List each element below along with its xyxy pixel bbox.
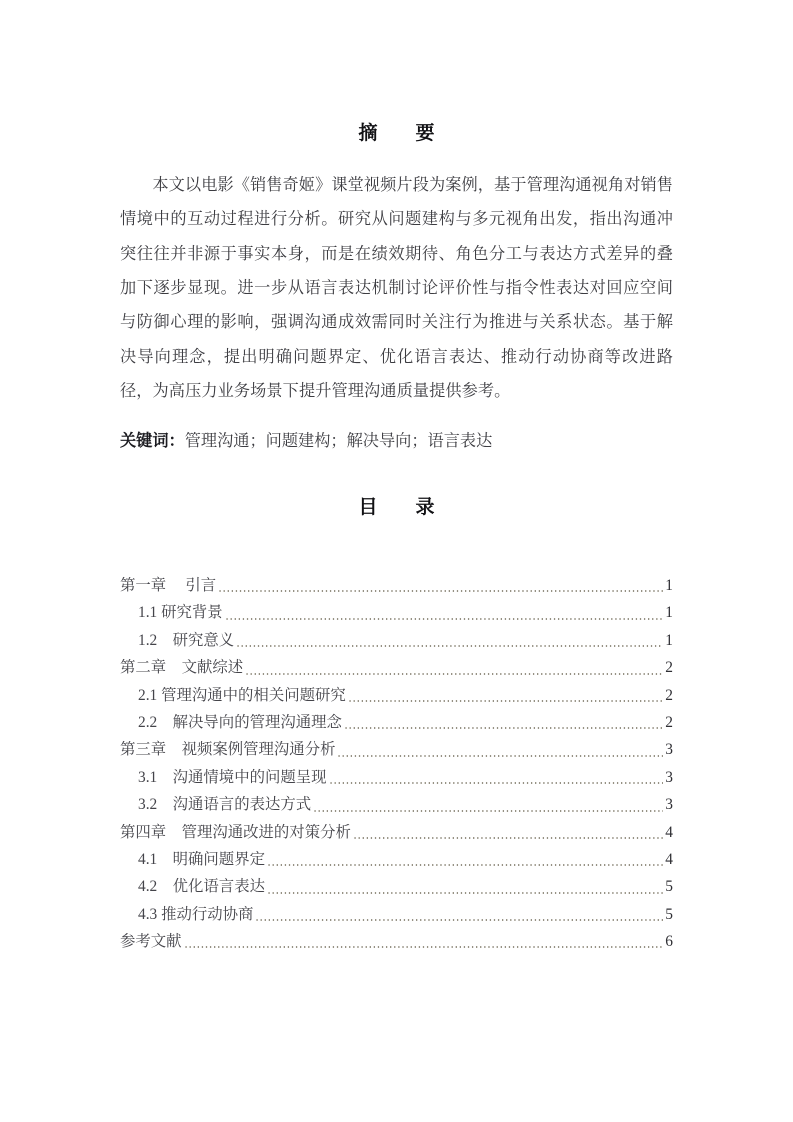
toc-entry[interactable] xyxy=(120,627,673,654)
toc-leader-dots xyxy=(225,599,663,626)
toc-entry[interactable] xyxy=(120,901,673,928)
toc-entry-page-number: 5 xyxy=(665,905,673,923)
toc-entry-page-number: 3 xyxy=(665,741,673,759)
toc-entry[interactable] xyxy=(120,764,673,791)
toc-entry-page-number: 1 xyxy=(665,576,673,594)
toc-entry-page-number: 1 xyxy=(665,604,673,622)
toc-entry[interactable] xyxy=(120,654,673,681)
toc-entry[interactable] xyxy=(120,599,673,626)
toc-entry[interactable] xyxy=(120,846,673,873)
toc-entry-label: 参考文献 xyxy=(120,933,182,951)
toc-leader-dots xyxy=(329,764,663,791)
toc-entry-label: 4.2 优化语言表达 xyxy=(138,878,265,896)
toc-leader-dots xyxy=(267,846,663,873)
toc-leader-dots xyxy=(337,736,663,763)
toc-entry[interactable] xyxy=(120,928,673,955)
toc-entry-label: 1.1 研究背景 xyxy=(138,604,223,622)
toc-leader-dots xyxy=(236,627,663,654)
toc-entry[interactable] xyxy=(120,682,673,709)
toc-entry-page-number: 6 xyxy=(665,933,673,951)
toc-entry-label: 1.2 研究意义 xyxy=(138,631,235,649)
toc-entry-page-number: 2 xyxy=(665,659,673,677)
abstract-body-text: 本文以电影《销售奇姬》课堂视频片段为案例，基于管理沟通视角对销售情境中的互动过程进行分析。研究从问题建构与多元视角出发，指出沟通冲突往往并非源于事实本身，而是在绩效期待、角色分工与表达方式差异的叠加下逐步显现。进一步从语言表达机制讨论评价性与指令性表达对回应空间与防御心理的影响，强调沟通成效需同时关注行为推进与关系状态。基于解决导向理念，提出明确问题界定、优化语言表达、推动行动协商等改进路径，为高压力业务场景下提升管理沟通质量提供参考。 xyxy=(120,176,673,400)
toc-entry-label: 第二章 文献综述 xyxy=(120,659,244,677)
toc-leader-dots xyxy=(313,791,663,818)
toc-leader-dots xyxy=(255,901,663,928)
toc-entry-label: 2.2 解决导向的管理沟通理念 xyxy=(138,713,342,731)
toc-entry-label: 2.1 管理沟通中的相关问题研究 xyxy=(138,686,346,704)
toc-leader-dots xyxy=(245,654,663,681)
toc-entry[interactable] xyxy=(120,572,673,599)
toc-leader-dots xyxy=(344,709,663,736)
toc-entry-page-number: 3 xyxy=(665,768,673,786)
toc-leader-dots xyxy=(184,928,663,955)
toc-entry-page-number: 4 xyxy=(665,823,673,841)
toc-entry-label: 3.2 沟通语言的表达方式 xyxy=(138,796,312,814)
keywords-line xyxy=(120,427,673,455)
toc-entry[interactable] xyxy=(120,873,673,900)
toc-leader-dots xyxy=(353,819,663,846)
toc-entry-label: 4.1 明确问题界定 xyxy=(138,850,265,868)
toc-entry-page-number: 4 xyxy=(665,850,673,868)
toc-entry-label: 3.1 沟通情境中的问题呈现 xyxy=(138,768,327,786)
toc-entry-page-number: 3 xyxy=(665,796,673,814)
toc-entry-label: 第四章 管理沟通改进的对策分析 xyxy=(120,823,351,841)
table-of-contents xyxy=(120,572,673,955)
toc-leader-dots xyxy=(218,572,663,599)
toc-entry-page-number: 5 xyxy=(665,878,673,896)
toc-heading: 目 录 xyxy=(358,496,444,518)
toc-entry-page-number: 1 xyxy=(665,631,673,649)
toc-entry[interactable] xyxy=(120,736,673,763)
abstract-heading: 摘 要 xyxy=(358,122,444,144)
toc-entry-label: 第一章 引言 xyxy=(120,576,217,594)
keywords-label: 关键词： xyxy=(120,432,185,451)
toc-entry[interactable] xyxy=(120,791,673,818)
toc-entry[interactable] xyxy=(120,709,673,736)
toc-entry-label: 4.3 推动行动协商 xyxy=(138,905,254,923)
toc-entry-label: 第三章 视频案例管理沟通分析 xyxy=(120,741,336,759)
toc-entry-page-number: 2 xyxy=(665,686,673,704)
toc-leader-dots xyxy=(348,682,663,709)
toc-entry[interactable] xyxy=(120,819,673,846)
toc-entry-page-number: 2 xyxy=(665,713,673,731)
keywords-value: 管理沟通；问题建构；解决导向；语言表达 xyxy=(184,432,493,451)
toc-leader-dots xyxy=(267,873,663,900)
